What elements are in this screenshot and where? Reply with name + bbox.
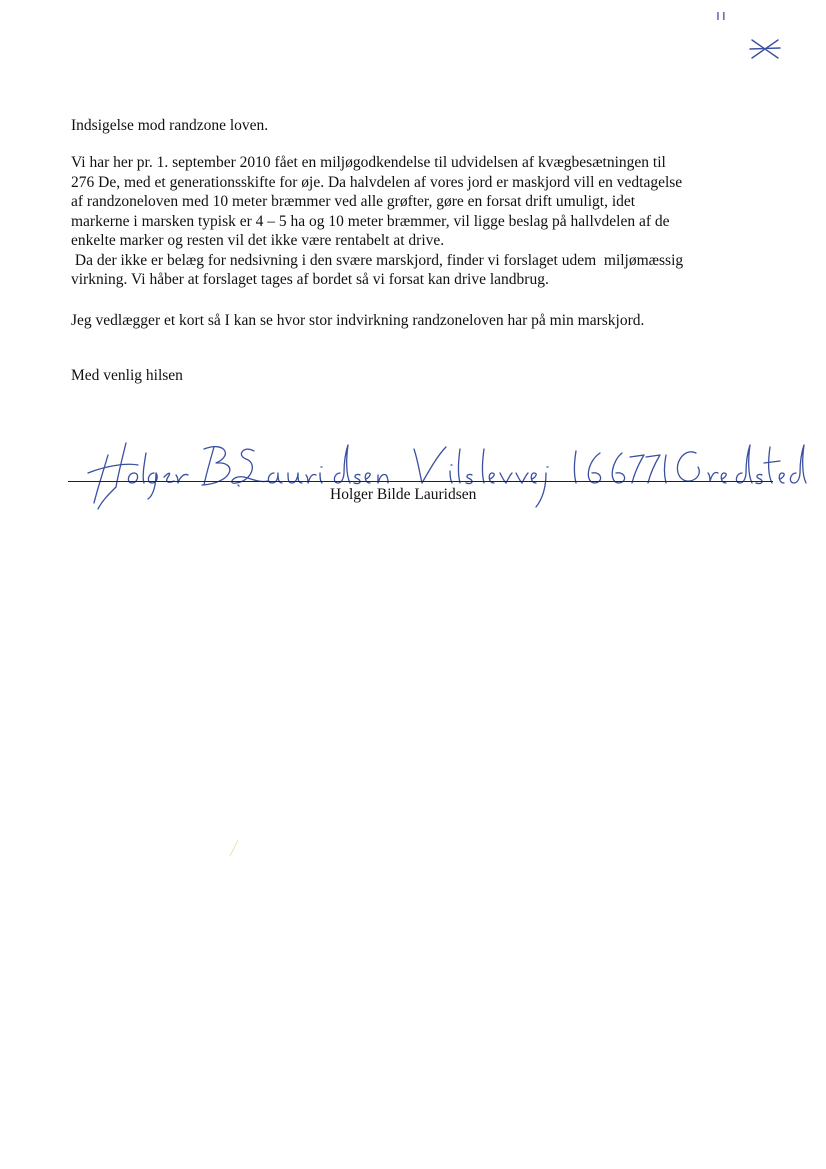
paragraph-line: af randzoneloven med 10 meter bræmmer ved alle grøfter, gøre en forsat drift umuligt, idet — [71, 193, 636, 210]
printed-signer-name: Holger Bilde Lauridsen — [330, 486, 477, 503]
corner-handwritten-note: ıı — [716, 8, 728, 24]
signature-block — [68, 425, 813, 520]
signature-line — [68, 481, 773, 482]
paragraph-line: enkelte marker og resten vil det ikke være rentabelt at drive. — [71, 232, 445, 249]
paragraph-line: Da der ikke er belæg for nedsivning i den svære marskjord, finder vi forslaget udem miljømæssig — [71, 251, 684, 269]
letter-paragraph-1 — [71, 153, 683, 290]
paragraph-line: virkning. Vi håber at forslaget tages af bordet så vi forsat kan drive landbrug. — [71, 271, 549, 288]
letter-paragraph-2: Jeg vedlægger et kort så I kan se hvor stor indvirkning randzoneloven har på min marskjord. — [71, 312, 645, 329]
paragraph-line: Vi har her pr. 1. september 2010 fået en miljøgodkendelse til udvidelsen af kvægbesætningen til — [71, 154, 666, 171]
paragraph-line: markerne i marsken typisk er 4 – 5 ha og 10 meter bræmmer, vil ligge beslag på hallvdelen af de — [71, 212, 670, 230]
paragraph-line: 276 De, med et generationsskifte for øje. Da halvdelen af vores jord er maskjord vill en vedtagelse — [71, 173, 683, 191]
paper-speck — [228, 838, 240, 858]
asterisk-mark-icon — [748, 36, 782, 62]
letter-closing: Med venlig hilsen — [71, 367, 183, 384]
letter-subject: Indsigelse mod randzone loven. — [71, 117, 269, 134]
